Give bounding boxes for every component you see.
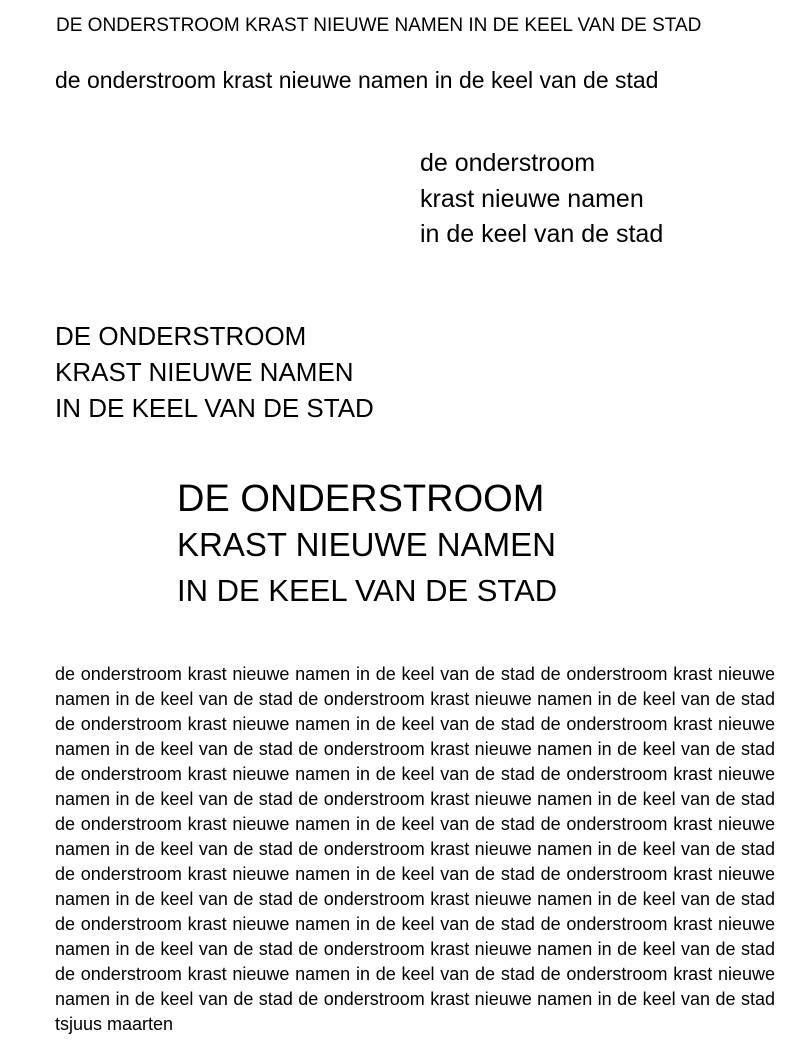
lowercase-single-line: de onderstroom krast nieuwe namen in de keel van de stad bbox=[55, 67, 659, 93]
stanza-line: DE ONDERSTROOM bbox=[55, 321, 307, 351]
body-paragraph bbox=[55, 662, 775, 1037]
stanza-line: de onderstroom bbox=[420, 149, 596, 177]
stanza-line: IN DE KEEL VAN DE STAD bbox=[177, 573, 558, 608]
signature: tsjuus maarten bbox=[55, 1014, 174, 1034]
caps-stanza bbox=[55, 318, 374, 426]
stanza-line: KRAST NIEUWE NAMEN bbox=[177, 526, 556, 563]
body-text: de onderstroom krast nieuwe namen in de keel van de stad de onderstroom krast nieuwe namen in de keel van de stad de onderstroom krast nieuwe namen in de keel van de stad de onderstroom krast nieuwe namen in de keel van de stad de onderstroom krast nieuwe namen in de keel van de stad de onderstroom krast nieuwe namen in de keel van de stad de onderstroom krast nieuwe namen in de keel van de stad de onderstroom krast nieuwe namen in de keel van de stad de onderstroom krast nieuwe namen in de keel van de stad de onderstroom krast nieuwe namen in de keel van de stad de onderstroom krast nieuwe namen in de keel van de stad de onderstroom krast nieuwe namen in de keel van de stad de onderstroom krast nieuwe namen in de keel van de stad de onderstroom krast nieuwe namen in de keel van de stad de onderstroom krast nieuwe namen in de keel van de stad de onderstroom krast nieuwe namen in de keel van de stad de onderstroom krast nieuwe namen in de keel van de stad de onderstroom krast nieuwe namen in de keel van de stad de onderstroom krast nieuwe namen in de keel van de stad de onderstroom krast nieuwe namen in de keel van de stad de onderstroom krast nieuwe namen in de keel van de stad bbox=[55, 664, 775, 1009]
stanza-line: in de keel van de stad bbox=[420, 220, 664, 248]
stanza-line: krast nieuwe namen bbox=[420, 184, 644, 213]
stanza-line: KRAST NIEUWE NAMEN bbox=[55, 357, 354, 387]
stanza-line: IN DE KEEL VAN DE STAD bbox=[55, 393, 374, 423]
stanza-line: DE ONDERSTROOM bbox=[177, 478, 545, 520]
large-caps-stanza bbox=[177, 476, 557, 613]
right-aligned-stanza bbox=[420, 146, 663, 253]
caps-single-line: DE ONDERSTROOM KRAST NIEUWE NAMEN IN DE KEEL VAN DE STAD bbox=[56, 15, 702, 36]
